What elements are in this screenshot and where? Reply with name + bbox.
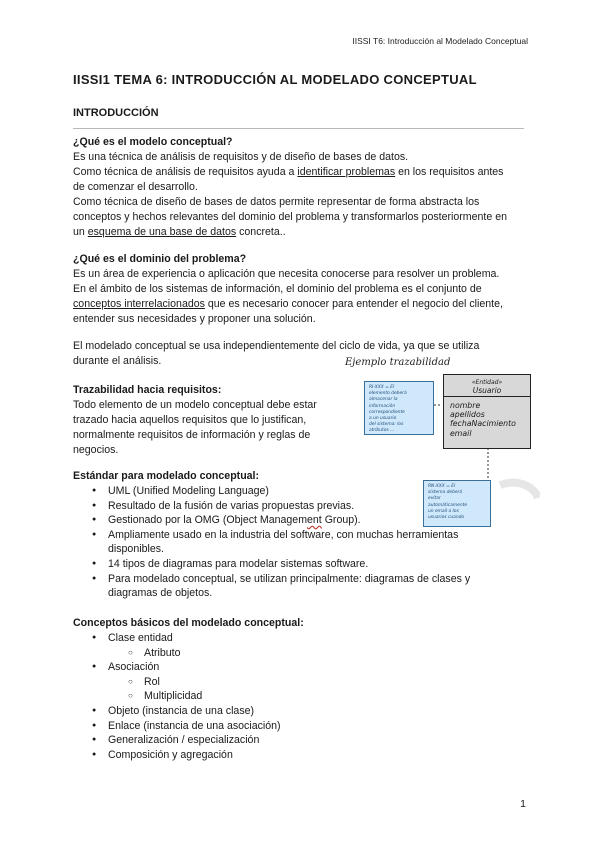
paragraph-line: de comenzar el desarrollo.: [73, 181, 198, 193]
paragraph-line: conceptos y hechos relevantes del dominio del problema y transformarlos posteriormente en: [73, 211, 507, 223]
class-attribute: apellidos: [450, 410, 485, 420]
note-line: correspondiente: [369, 409, 405, 415]
note-line: usuarios cuando: [428, 515, 465, 521]
sub-list-item: ○ Multiplicidad: [144, 689, 543, 704]
section-heading: ¿Qué es el modelo conceptual?: [73, 136, 233, 148]
list-item: ● UML (Unified Modeling Language): [108, 484, 543, 499]
underlined-term: identificar problemas: [297, 166, 396, 178]
note-line: información: [369, 403, 396, 409]
note-line: automáticamente: [428, 502, 468, 508]
paragraph-line: Es un área de experiencia o aplicación que necesita conocerse para resolver un problema.: [73, 268, 500, 280]
paragraph-line: conceptos interrelacionados que es necesario conocer para entender el negocio del cliente,: [73, 298, 503, 310]
note-line: almacenar la: [369, 397, 398, 403]
note-line: a un usuario: [369, 416, 397, 422]
underlined-term: esquema de una base de datos: [87, 226, 237, 238]
class-stereotype: «Entidad»: [471, 379, 503, 386]
section-subtitle: INTRODUCCIÓN: [73, 107, 159, 119]
section-ciclo-vida: [73, 339, 533, 369]
paragraph-line: negocios.: [73, 444, 119, 456]
note-line: RN-XXX = El: [428, 484, 456, 489]
paragraph-line: trazado hacia aquellos requisitos que lo justifican,: [73, 414, 307, 426]
note-line: atributos ...: [369, 428, 395, 434]
section-heading: Conceptos básicos del modelado conceptual:: [73, 617, 304, 629]
list-item-continuation: disponibles.: [108, 543, 164, 556]
section-modelo-conceptual: [73, 135, 533, 240]
paragraph-line: El modelado conceptual se usa independientemente del ciclo de vida, ya que se utiliza: [73, 340, 480, 352]
list-item: ● Para modelado conceptual, se utilizan principalmente: diagramas de clases y: [108, 572, 543, 587]
note-line: del sistema: los: [369, 422, 404, 428]
section-heading: Trazabilidad hacia requisitos:: [73, 384, 222, 396]
horizontal-rule: [73, 128, 524, 129]
section-trazabilidad: [73, 383, 343, 458]
list-item: ● 14 tipos de diagramas para modelar sistemas software.: [108, 557, 543, 572]
class-name: Usuario: [472, 386, 502, 395]
diagram-title: Ejemplo trazabilidad: [345, 357, 451, 368]
paragraph-line: durante el análisis.: [73, 355, 162, 367]
uml-class-usuario: [443, 374, 531, 449]
page-number: 1: [520, 798, 526, 810]
paragraph-line: un esquema de una base de datos concreta..: [73, 226, 286, 238]
list-item-continuation: diagramas de objetos.: [108, 587, 213, 600]
page-title: IISSI1 TEMA 6: INTRODUCCIÓN AL MODELADO CONCEPTUAL: [73, 72, 477, 87]
section-dominio-problema: [73, 252, 533, 327]
list-item: ● Resultado de la fusión de varias propuestas previas.: [108, 499, 543, 514]
note-line: un email a los: [428, 508, 459, 514]
paragraph-line: normalmente requisitos de información y reglas de: [73, 429, 311, 441]
spellcheck-mark: ent: [307, 514, 322, 527]
section-heading: Estándar para modelado conceptual:: [73, 470, 260, 482]
paragraph-line: En el ámbito de los sistemas de información, el dominio del problema es el conjunto de: [73, 283, 482, 295]
underlined-term: conceptos interrelacionados: [73, 298, 205, 310]
list-item: ● Composición y agregación: [108, 748, 543, 763]
list-item: ● Enlace (instancia de una asociación): [108, 719, 543, 734]
running-header: IISSI T6: Introducción al Modelado Conceptual: [352, 36, 528, 46]
list-item: ● Generalización / especialización: [108, 733, 543, 748]
section-estandar: [73, 469, 543, 601]
class-attribute: nombre: [450, 401, 481, 410]
section-heading: ¿Qué es el dominio del problema?: [73, 253, 247, 265]
sub-list-item: ○ Atributo: [144, 646, 543, 661]
section-conceptos-basicos: [73, 616, 543, 762]
list-item: ● Objeto (instancia de una clase): [108, 704, 543, 719]
list-item: ● Gestionado por la OMG (Object Management Group).: [108, 513, 543, 528]
paragraph-line: Es una técnica de análisis de requisitos y de diseño de bases de datos.: [73, 151, 409, 163]
paragraph-line: entender sus necesidades y proponer una solución.: [73, 313, 316, 325]
list-item: ● Clase entidad: [108, 631, 543, 646]
note-line: elemento deberá: [369, 391, 407, 397]
class-attribute: email: [450, 428, 472, 438]
list-item: ● Asociación: [108, 660, 543, 675]
note-line: RI-XXX = El: [369, 385, 395, 390]
note-line: sistema deberá: [428, 490, 463, 496]
paragraph-line: Como técnica de análisis de requisitos ayuda a identificar problemas en los requisitos antes: [73, 166, 504, 178]
paragraph-line: Todo elemento de un modelo conceptual debe estar: [73, 399, 317, 411]
paragraph-line: Como técnica de diseño de bases de datos permite representar de forma abstracta los: [73, 196, 480, 208]
list-item: ● Ampliamente usado en la industria del software, con muchas herramientas: [108, 528, 543, 543]
requirement-note: [364, 381, 434, 435]
note-line: evitar: [428, 496, 441, 502]
sub-list-item: ○ Rol: [144, 675, 543, 690]
class-attribute: fechaNacimiento: [450, 419, 516, 429]
